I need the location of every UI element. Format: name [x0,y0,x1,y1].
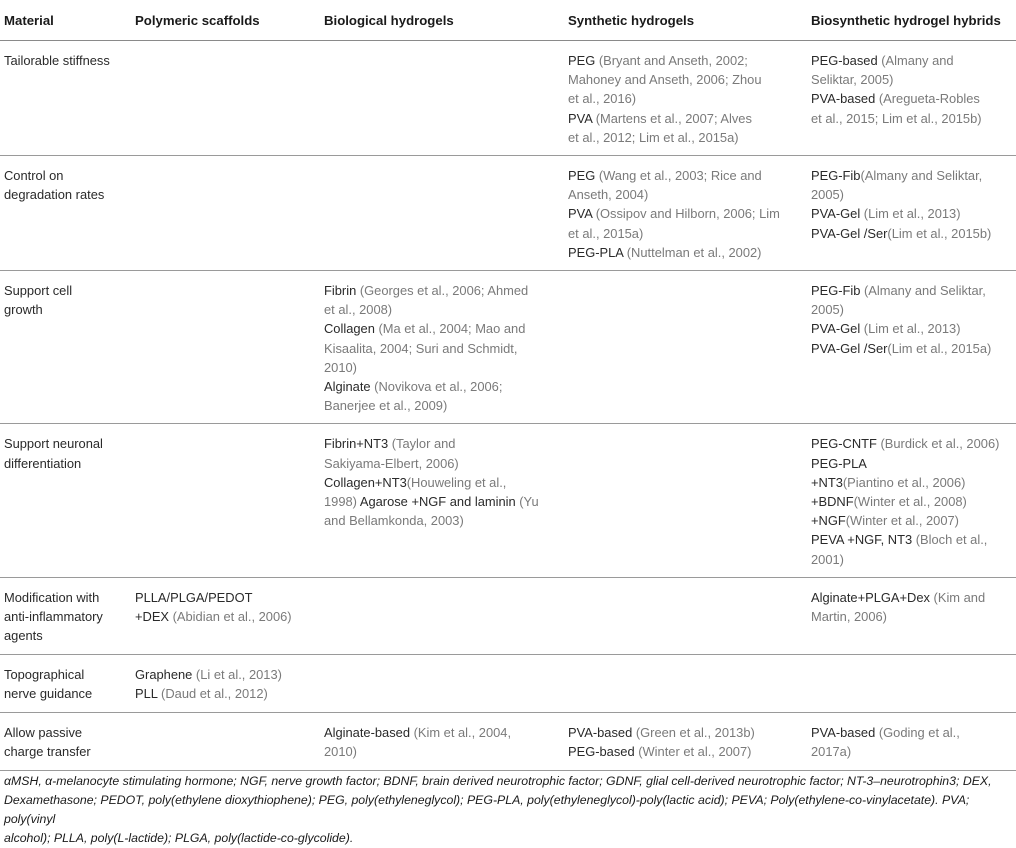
cell-line [811,89,1016,108]
cell-line [568,742,811,761]
biosynthetic-hybrids-cell [811,424,1016,577]
polymeric-scaffolds-cell [135,577,324,654]
table-row [0,41,1016,156]
cell-line [811,339,1016,358]
material-name: PVA [568,206,596,222]
citation-text: (Daud et al., 2012) [161,686,268,702]
table-row [0,712,1016,770]
citation-text: (Lim et al., 2013) [863,206,961,222]
citation-text: (Nuttelman et al., 2002) [626,244,762,260]
citation-text: (Aregueta-Robles [878,91,980,107]
cell-line [568,166,811,185]
citation-text: Banerjee et al., 2009) [324,398,448,414]
citation-text: (Georges et al., 2006; Ahmed [359,283,529,299]
header-biological-hydrogels: Biological hydrogels [324,0,568,41]
cell-line [811,185,1016,204]
citation-text: (Bryant and Anseth, 2002; [598,53,748,68]
material-name: +NT3 [811,474,843,490]
material-label-line: differentiation [4,455,82,471]
cell-line [324,473,568,492]
citation-text: (Goding et al., [878,724,960,740]
cell-line [811,434,1016,453]
cell-line [811,742,1016,761]
cell-line [324,492,568,511]
material-label-line: charge transfer [4,744,91,760]
cell-line [568,185,811,204]
header-polymeric-scaffolds: Polymeric scaffolds [135,0,324,41]
citation-text: (Winter et al., 2007) [845,513,959,529]
cell-line [568,70,811,89]
cell-line [324,742,568,761]
cell-line [811,473,1016,492]
material-cell [0,271,135,424]
material-name: PLLA/PLGA/PEDOT [135,589,253,605]
material-name: +NGF [811,513,846,529]
material-cell [0,156,135,271]
biosynthetic-hybrids-cell [811,577,1016,654]
material-name: PEG-PLA [568,244,627,260]
synthetic-hydrogels-cell [568,156,811,271]
material-label-line: nerve guidance [4,686,93,702]
header-biosynthetic-hybrids: Biosynthetic hydrogel hybrids [811,0,1016,41]
synthetic-hydrogels-cell [568,41,811,156]
citation-text: Kisaalita, 2004; Suri and Schmidt, [324,340,518,356]
cell-line [811,281,1016,300]
polymeric-scaffolds-cell [135,41,324,156]
biological-hydrogels-cell [324,156,568,271]
table-footnote [4,772,1014,848]
cell-line [811,51,1016,70]
material-name: Fibrin [324,283,360,299]
cell-line [324,300,568,319]
cell-line [811,300,1016,319]
material-name: PVA-based [811,724,879,740]
biological-hydrogels-cell [324,577,568,654]
header-material: Material [0,0,135,41]
citation-text: 2010) [324,744,357,760]
cell-line [568,723,811,742]
material-label-line: Support cell [4,283,73,299]
citation-text: Anseth, 2004) [568,187,649,203]
table-row [0,156,1016,271]
cell-line [324,281,568,300]
citation-text: (Houweling et al., [406,474,507,490]
biological-hydrogels-cell [324,424,568,577]
citation-text: (Winter et al., 2007) [638,744,752,760]
cell-line [568,51,811,70]
material-name: PEG-Fib [811,168,861,184]
citation-text: et al., 2016) [568,91,637,107]
citation-text: and Bellamkonda, 2003) [324,513,464,529]
cell-line [135,607,324,626]
material-label-line: Tailorable stiffness [4,53,110,68]
footnote-line: Dexamethasone; PEDOT, poly(ethylene dioxythiophene); PEG, poly(ethyleneglycol); PEG-PLA, poly(ethyleneglycol)-poly(lactic acid); PEVA; Poly(ethylene-co-vinylacetate). PVA; poly(vinyl [4,793,970,826]
citation-text: (Almany and Seliktar, [860,168,983,184]
cell-line [568,89,811,108]
material-name: PEG [568,53,599,68]
material-name: Collagen+NT3 [324,474,407,490]
biological-hydrogels-cell [324,271,568,424]
cell-line [135,684,324,703]
material-label-line: Modification with [4,589,100,605]
table-row [0,654,1016,712]
citation-text: (Kim et al., 2004, [413,724,512,740]
citation-text: (Almany and [881,53,954,68]
cell-line [811,70,1016,89]
cell-line [811,454,1016,473]
material-name: +DEX [135,609,173,625]
citation-text: (Lim et al., 2015b) [887,225,992,241]
synthetic-hydrogels-cell [568,271,811,424]
polymeric-scaffolds-cell [135,424,324,577]
material-cell [0,712,135,770]
biosynthetic-hybrids-cell [811,271,1016,424]
material-name: +BDNF [811,494,854,510]
polymeric-scaffolds-cell [135,156,324,271]
material-name: Alginate-based [324,724,414,740]
material-name: PVA-Gel /Ser [811,225,888,241]
material-cell [0,41,135,156]
citation-text: Seliktar, 2005) [811,72,894,88]
citation-text: (Wang et al., 2003; Rice and [598,168,762,184]
citation-text: (Lim et al., 2015a) [887,340,992,356]
citation-text: Mahoney and Anseth, 2006; Zhou [568,72,762,88]
citation-text: (Yu [519,494,539,510]
cell-line [568,224,811,243]
material-name: PEG-PLA [811,455,867,471]
material-cell [0,424,135,577]
citation-text: 2005) [811,302,844,318]
cell-line [811,319,1016,338]
cell-line [811,530,1016,549]
citation-text: (Martens et al., 2007; Alves [595,110,752,126]
cell-line [568,109,811,128]
material-cell [0,654,135,712]
cell-line [324,396,568,415]
biosynthetic-hybrids-cell [811,712,1016,770]
cell-line [568,128,811,147]
material-label-line: Allow passive [4,724,83,740]
citation-text: (Abidian et al., 2006) [172,609,292,625]
cell-line [135,588,324,607]
material-name: PEG-Fib [811,283,865,299]
synthetic-hydrogels-cell [568,424,811,577]
table-row [0,271,1016,424]
cell-line [811,224,1016,243]
material-label-line: Control on [4,168,64,184]
material-name: Collagen [324,321,379,337]
footnote-line: αMSH, α-melanocyte stimulating hormone; NGF, nerve growth factor; BDNF, brain derived neurotrophic factor; GDNF, glial cell-derived neurotrophic factor; NT-3–neurotrophin3; DEX, [4,774,992,788]
synthetic-hydrogels-cell [568,654,811,712]
material-name: PVA-based [811,91,879,107]
citation-text: (Burdick et al., 2006) [880,436,1000,452]
footnote-line: alcohol); PLLA, poly(L-lactide); PLGA, poly(lactide-co-glycolide). [4,831,354,845]
table-body [0,41,1016,771]
cell-line [324,723,568,742]
material-name: PEG-based [811,53,882,68]
cell-line [811,550,1016,569]
citation-text: et al., 2015a) [568,225,644,241]
citation-text: (Ma et al., 2004; Mao and [378,321,526,337]
citation-text: (Winter et al., 2008) [853,494,967,510]
citation-text: (Lim et al., 2013) [863,321,961,337]
citation-text: (Novikova et al., 2006; [374,379,503,395]
material-name: Alginate [324,379,375,395]
synthetic-hydrogels-cell [568,712,811,770]
biological-hydrogels-cell [324,41,568,156]
cell-line [324,339,568,358]
material-name: PEG-based [568,744,639,760]
material-name: Graphene [135,666,196,682]
citation-text: Martin, 2006) [811,609,887,625]
citation-text: (Bloch et al., [915,532,988,548]
material-name: PEG-CNTF [811,436,881,452]
material-label-line: Topographical [4,666,85,682]
citation-text: et al., 2008) [324,302,393,318]
material-cell [0,577,135,654]
material-name: Alginate+PLGA+Dex [811,589,934,605]
material-label-line: growth [4,302,43,318]
cell-line [811,511,1016,530]
biosynthetic-hybrids-cell [811,654,1016,712]
citation-text: (Green et al., 2013b) [635,724,755,740]
cell-line [324,377,568,396]
material-name: PVA-Gel /Ser [811,340,888,356]
citation-text: Sakiyama-Elbert, 2006) [324,455,459,471]
cell-line [568,243,811,262]
cell-line [324,454,568,473]
cell-line [811,588,1016,607]
material-name: PVA-Gel [811,321,864,337]
citation-text: (Ossipov and Hilborn, 2006; Lim [595,206,780,222]
biological-hydrogels-cell [324,654,568,712]
header-synthetic-hydrogels: Synthetic hydrogels [568,0,811,41]
material-name: PVA-based [568,724,636,740]
polymeric-scaffolds-cell [135,712,324,770]
material-label-line: Support neuronal [4,436,103,452]
material-name: PLL [135,686,162,702]
citation-text: (Almany and Seliktar, [864,283,986,299]
table-row [0,424,1016,577]
material-name: PVA [568,110,596,126]
citation-text: 2010) [324,359,357,375]
cell-line [135,665,324,684]
polymeric-scaffolds-cell [135,654,324,712]
table-header-row [0,0,1016,41]
cell-line [324,319,568,338]
citation-text: 2005) [811,187,844,203]
cell-line [811,607,1016,626]
cell-line [324,511,568,530]
cell-line [324,434,568,453]
cell-line [811,166,1016,185]
citation-text: (Piantino et al., 2006) [842,474,966,490]
citation-text: et al., 2015; Lim et al., 2015b) [811,110,982,126]
material-name: PVA-Gel [811,206,864,222]
cell-line [568,204,811,223]
cell-line [811,109,1016,128]
biosynthetic-hybrids-cell [811,41,1016,156]
cell-line [811,723,1016,742]
material-name: Agarose +NGF and laminin [359,494,520,510]
synthetic-hydrogels-cell [568,577,811,654]
polymeric-scaffolds-cell [135,271,324,424]
material-label-line: agents [4,628,43,644]
citation-text: 2001) [811,551,844,567]
citation-text: 1998) [324,494,360,510]
biosynthetic-hybrids-cell [811,156,1016,271]
material-name: Fibrin+NT3 [324,436,392,452]
cell-line [811,204,1016,223]
material-label-line: anti-inflammatory [4,609,103,625]
citation-text: (Li et al., 2013) [195,666,282,682]
cell-line [811,492,1016,511]
citation-text: (Kim and [933,589,986,605]
material-name: PEVA +NGF, NT3 [811,532,916,548]
biological-hydrogels-cell [324,712,568,770]
material-name: PEG [568,168,599,184]
material-label-line: degradation rates [4,187,105,203]
table-row [0,577,1016,654]
citation-text: 2017a) [811,744,852,760]
citation-text: et al., 2012; Lim et al., 2015a) [568,129,739,145]
citation-text: (Taylor and [391,436,456,452]
cell-line [324,358,568,377]
